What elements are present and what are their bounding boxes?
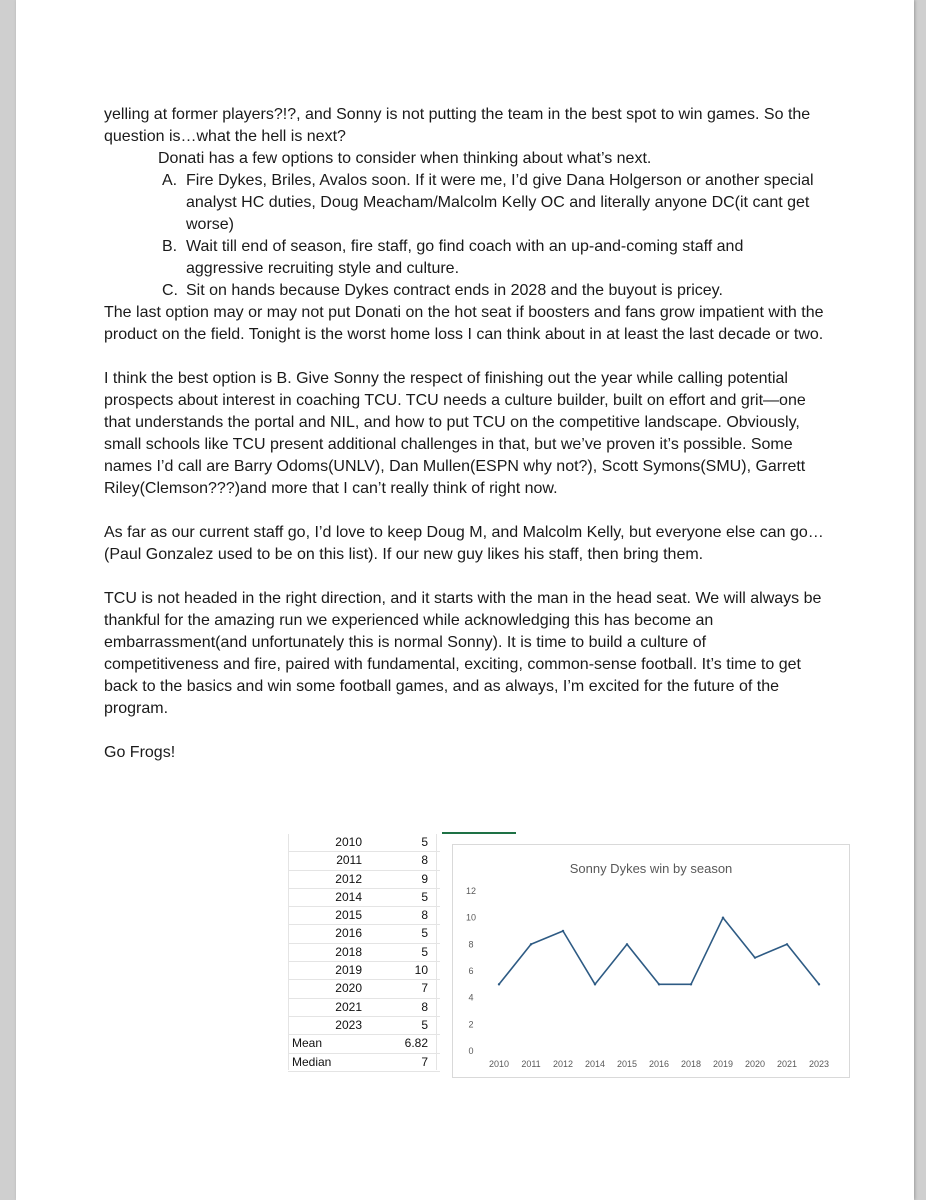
year-cell: 2015 [335,908,362,923]
table-row [288,1017,440,1035]
options-list [104,170,824,302]
data-point [658,983,660,985]
document-body [104,104,824,764]
wins-cell: 10 [414,963,428,978]
x-tick-label: 2015 [616,1059,638,1069]
median-label: Median [292,1054,332,1069]
data-point [562,930,564,932]
wins-line-chart[interactable] [452,844,850,1078]
paragraph-4: I think the best option is B. Give Sonny the respect of finishing out the year while calling potential prospects about interest in coaching TCU. TCU needs a culture builder, built on effort and grit—one that understands the portal and NIL, and how to put TCU on the competitive landscape. Obviously, small schools like TCU present additional challenges in that, but we’ve proven it’s possible. Some names I’d call are Barry Odoms(UNLV), Dan Mullen(ESPN why not?), Scott Symons(SMU), Garrett Riley(Clemson???)and more that I can’t really think of right now. [104,370,806,497]
wins-cell: 8 [421,908,428,923]
option-a-text: Fire Dykes, Briles, Avalos soon. If it were me, I’d give Dana Holgerson or another special analyst HC duties, Doug Meacham/Malcolm Kelly OC and literally anyone DC(it cant get worse) [186,172,814,233]
series-line [499,918,819,985]
median-row [288,1054,440,1072]
option-b-marker: B. [162,238,178,255]
spreadsheet-embed [288,834,854,1080]
chart-svg [453,845,849,1077]
chart-title: Sonny Dykes win by season [569,861,733,876]
option-c [104,280,824,302]
y-tick-label: 10 [465,912,477,923]
x-tick-label: 2011 [521,1059,541,1069]
data-point [498,983,500,985]
x-tick-label: 2012 [552,1059,574,1069]
data-point [626,943,628,945]
y-tick-label: 4 [468,992,474,1003]
year-cell: 2010 [335,835,362,849]
table-row [288,925,440,943]
year-cell: 2011 [336,853,362,868]
wins-cell: 8 [421,999,428,1014]
table-row [288,834,440,852]
x-tick-label: 2021 [776,1059,798,1069]
x-tick-label: 2018 [680,1059,702,1069]
table-row [288,907,440,925]
data-point [818,983,820,985]
wins-cell: 9 [421,871,428,886]
option-c-marker: C. [162,282,178,299]
wins-cell: 5 [421,835,428,849]
y-tick-label: 12 [465,886,477,896]
data-point [754,956,756,958]
wins-cell: 5 [421,926,428,941]
data-point [690,983,692,985]
option-b [104,236,824,280]
mean-value: 6.82 [404,1036,428,1051]
table-row [288,871,440,889]
year-cell: 2016 [335,926,362,941]
data-point [786,943,788,945]
mean-label: Mean [292,1036,323,1051]
table-row [288,944,440,962]
year-cell: 2020 [335,981,362,996]
wins-table [288,834,440,1070]
wins-cell: 8 [421,853,428,868]
x-tick-label: 2010 [488,1059,510,1069]
wins-cell: 5 [421,1017,428,1032]
y-tick-label: 6 [468,966,474,976]
year-cell: 2012 [335,871,362,886]
year-cell: 2021 [335,999,362,1014]
y-tick-label: 0 [468,1046,474,1056]
document-page [16,0,914,1200]
option-c-text: Sit on hands because Dykes contract ends in 2028 and the buyout is pricey. [186,282,723,299]
table-row [288,852,440,870]
x-tick-label: 2014 [584,1059,606,1069]
option-a [104,170,824,236]
year-cell: 2019 [335,963,362,978]
x-tick-label: 2023 [808,1059,830,1069]
data-point [594,983,596,985]
paragraph-1: yelling at former players?!?, and Sonny is not putting the team in the best spot to win games. So the question is…what the hell is next? [104,106,811,145]
year-cell: 2014 [335,889,362,904]
wins-cell: 5 [421,889,428,904]
paragraph-2: Donati has a few options to consider when thinking about what’s next. [158,150,652,167]
table-row [288,889,440,907]
table-row [288,962,440,980]
year-cell: 2018 [335,944,362,959]
selection-indicator [442,832,516,834]
wins-cell: 5 [421,944,428,959]
table-row [288,999,440,1017]
paragraph-6: TCU is not headed in the right direction, and it starts with the man in the head seat. We will always be thankful for the amazing run we experienced while acknowledging this has become an embarrassment(and unfortunately this is normal Sonny). It is time to build a culture of competitiveness and fire, paired with fundamental, exciting, common-sense football. It’s time to get back to the basics and win some football games, and as always, I’m excited for the future of the program. [104,590,822,717]
signoff: Go Frogs! [104,744,176,761]
data-point [722,916,724,918]
x-tick-label: 2019 [712,1059,734,1069]
option-b-text: Wait till end of season, fire staff, go find coach with an up-and-coming staff and aggressive recruiting style and culture. [186,238,744,277]
table-row [288,980,440,998]
x-tick-label: 2016 [648,1059,670,1069]
data-point [530,943,532,945]
y-tick-label: 2 [468,1019,474,1030]
option-a-marker: A. [162,172,178,189]
median-value: 7 [421,1054,428,1069]
year-cell: 2023 [335,1017,362,1032]
x-tick-label: 2020 [744,1059,766,1069]
paragraph-3: The last option may or may not put Donati on the hot seat if boosters and fans grow impatient with the product on the field. Tonight is the worst home loss I can think about in at least the last decade or two. [104,304,824,343]
wins-cell: 7 [421,981,428,996]
paragraph-5: As far as our current staff go, I’d love to keep Doug M, and Malcolm Kelly, but everyone else can go…(Paul Gonzalez used to be on this list). If our new guy likes his staff, then bring them. [104,524,824,563]
mean-row [288,1035,440,1053]
y-tick-label: 8 [468,939,474,950]
